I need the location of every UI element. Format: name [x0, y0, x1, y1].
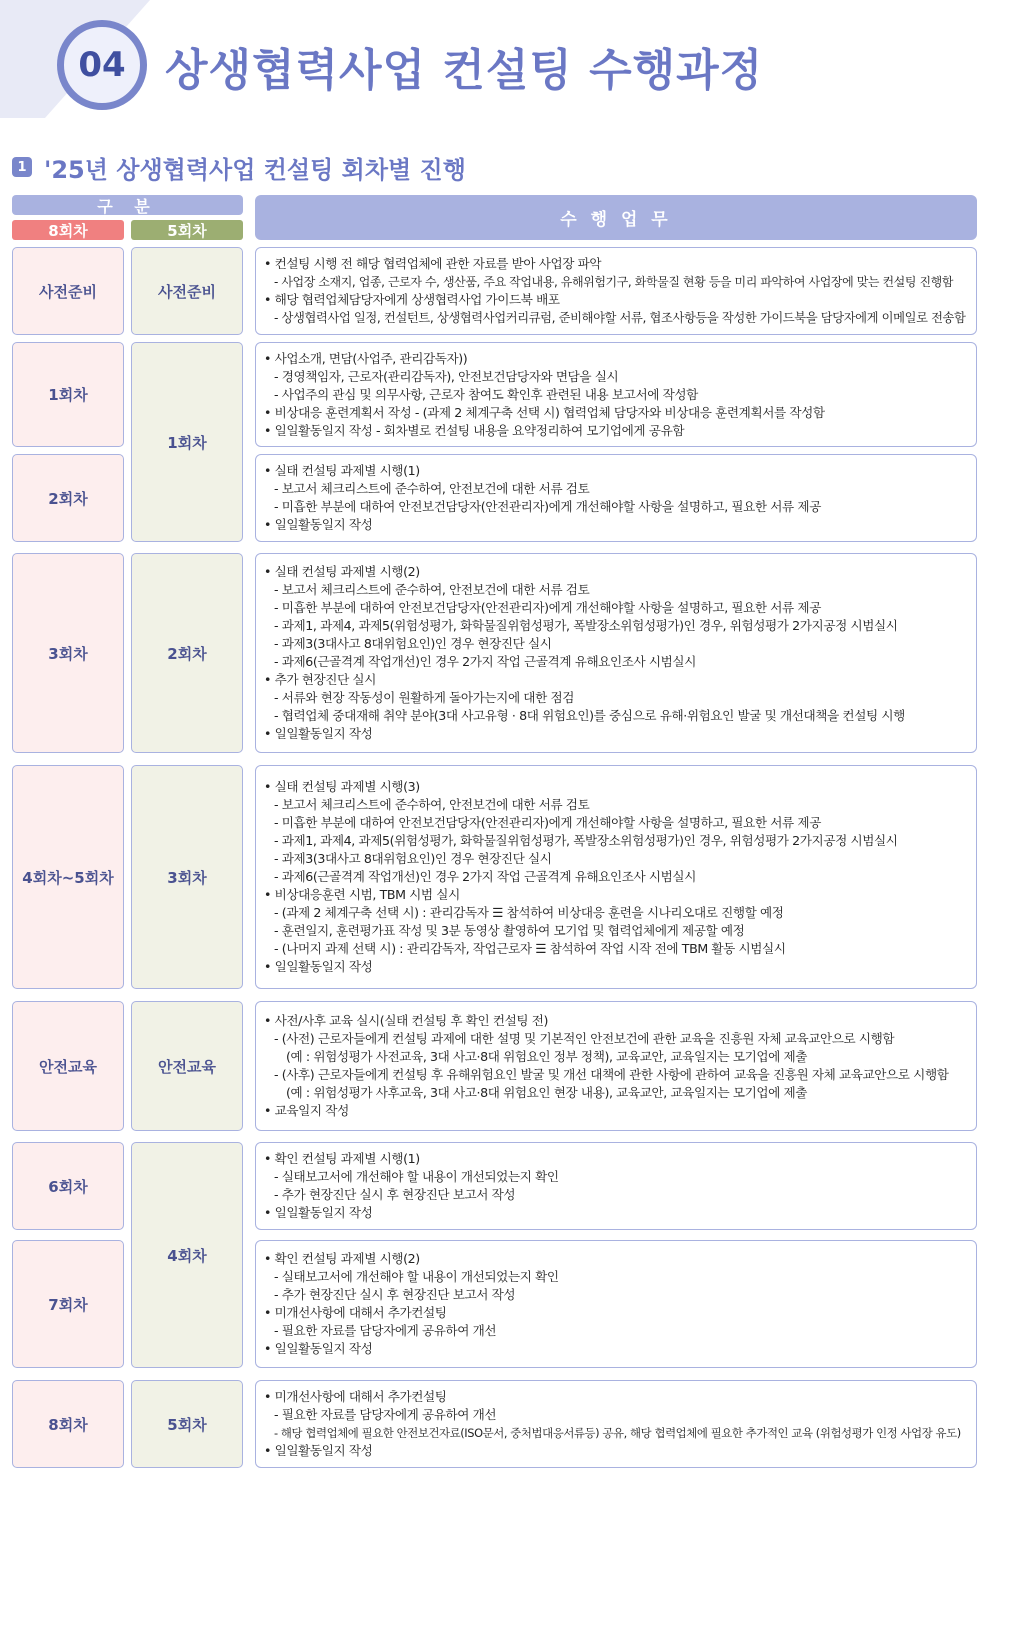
- task-bullet-item: • 일일활동일지 작성: [264, 517, 373, 532]
- task-box-round4-5: [255, 765, 977, 989]
- task-bullet-item: • 확인 컨설팅 과제별 시행(2): [264, 1251, 420, 1266]
- task-sub-item: - 과제1, 과제4, 과제5(위험성평가, 화학물질위험성평가, 폭발장소위험성평가)인 경우, 위험성평가 2가지공정 시범실시: [274, 618, 898, 633]
- task-sub-item: - 실태보고서에 개선해야 할 내용이 개선되었는지 확인: [274, 1169, 559, 1184]
- task-sub-item: - 필요한 자료를 담당자에게 공유하여 개선: [274, 1407, 497, 1422]
- task-sub-item: - 사업주의 관심 및 의무사항, 근로자 참여도 확인후 관련된 내용 보고서에 작성함: [274, 386, 698, 402]
- header-5-sessions: 5회차: [131, 220, 243, 240]
- task-bullet-item: • 일일활동일지 작성: [264, 1205, 373, 1220]
- task-box-round7: [255, 1240, 977, 1368]
- task-sub-item: - 미흡한 부분에 대하여 안전보건담당자(안전관리자)에게 개선해야할 사항을 설명하고, 필요한 서류 제공: [274, 815, 821, 830]
- task-box-round3: [255, 553, 977, 753]
- cell-8-round8: 8회차: [12, 1380, 124, 1468]
- cell-5-round5: 5회차: [131, 1380, 243, 1468]
- task-sub-item: - 서류와 현장 작동성이 원활하게 돌아가는지에 대한 점검: [274, 690, 574, 705]
- task-sub-item: - 추가 현장진단 실시 후 현장진단 보고서 작성: [274, 1287, 516, 1302]
- task-sub-item: - 추가 현장진단 실시 후 현장진단 보고서 작성: [274, 1187, 516, 1202]
- task-bullet-item: • 비상대응 훈련계획서 작성 - (과제 2 체계구축 선택 시) 협력업체 담당자와 비상대응 훈련계획서를 작성함: [264, 404, 825, 420]
- task-bullet-item: • 사업소개, 면담(사업주, 관리감독자)): [264, 350, 468, 366]
- task-sub-item: - 과제1, 과제4, 과제5(위험성평가, 화학물질위험성평가, 폭발장소위험성평가)인 경우, 위험성평가 2가지공정 시범실시: [274, 833, 898, 848]
- cell-5-round1: 1회차: [131, 342, 243, 542]
- task-sub-item: - 과제6(근골격계 작업개선)인 경우 2가지 작업 근골격계 유해요인조사 시범실시: [274, 654, 696, 669]
- cell-5-round4: 4회차: [131, 1142, 243, 1368]
- cell-8-round6: 6회차: [12, 1142, 124, 1230]
- header-8-sessions: 8회차: [12, 220, 124, 240]
- page-title: 상생협력사업 컨설팅 수행과정: [165, 45, 764, 96]
- task-sub-item: (예 : 위험성평가 사후교육, 3대 사고·8대 위험요인 현장 내용), 교육교안, 교육일지는 모기업에 제출: [286, 1085, 808, 1100]
- task-bullet-item: • 확인 컨설팅 과제별 시행(1): [264, 1151, 420, 1166]
- task-sub-item: - (사전) 근로자들에게 컨설팅 과제에 대한 설명 및 기본적인 안전보건에 관한 교육을 진흥원 자체 교육교안으로 시행함: [274, 1031, 895, 1046]
- header-gubun: 구 분: [12, 195, 243, 215]
- task-sub-item: - 과제3(3대사고 8대위험요인)인 경우 현장진단 실시: [274, 851, 552, 866]
- task-sub-item: - 사업장 소재지, 업종, 근로자 수, 생산품, 주요 작업내용, 유해위험기구, 화학물질 현황 등을 미리 파악하여 사업장에 맞는 컨설팅 진행함: [274, 275, 954, 289]
- task-bullet-item: • 추가 현장진단 실시: [264, 672, 376, 687]
- task-bullet-item: • 일일활동일지 작성 - 회차별로 컨설팅 내용을 요약정리하여 모기업에게 공유함: [264, 422, 685, 438]
- task-sub-item: - 보고서 체크리스트에 준수하여, 안전보건에 대한 서류 검토: [274, 582, 590, 597]
- task-sub-item: - 보고서 체크리스트에 준수하여, 안전보건에 대한 서류 검토: [274, 797, 590, 812]
- task-sub-item: - 미흡한 부분에 대하여 안전보건담당자(안전관리자)에게 개선해야할 사항을 설명하고, 필요한 서류 제공: [274, 600, 821, 615]
- task-bullet-item: • 비상대응훈련 시범, TBM 시범 실시: [264, 887, 460, 902]
- task-box-prep: [255, 247, 977, 335]
- task-box-round2: [255, 454, 977, 542]
- subsection-badge: 1: [12, 157, 32, 177]
- task-sub-item: - 과제6(근골격계 작업개선)인 경우 2가지 작업 근골격계 유해요인조사 시범실시: [274, 869, 696, 884]
- header-tasks: 수 행 업 무: [255, 195, 977, 240]
- task-sub-item: - 보고서 체크리스트에 준수하여, 안전보건에 대한 서류 검토: [274, 481, 590, 496]
- task-box-round6: [255, 1142, 977, 1230]
- task-bullet-item: • 미개선사항에 대해서 추가컨설팅: [264, 1305, 447, 1320]
- subsection-title: '25년 상생협력사업 컨설팅 회차별 진행: [44, 156, 466, 184]
- cell-5-round2: 2회차: [131, 553, 243, 753]
- task-bullet-item: • 실태 컨설팅 과제별 시행(1): [264, 463, 420, 478]
- section-number: 04: [78, 45, 126, 85]
- task-sub-item: - 필요한 자료를 담당자에게 공유하여 개선: [274, 1323, 497, 1338]
- cell-8-round3: 3회차: [12, 553, 124, 753]
- task-sub-item: - 과제3(3대사고 8대위험요인)인 경우 현장진단 실시: [274, 636, 552, 651]
- task-sub-item: - 훈련일지, 훈련평가표 작성 및 3분 동영상 촬영하여 모기업 및 협력업체에게 제공할 예정: [274, 923, 745, 938]
- task-sub-item: - (과제 2 체계구축 선택 시) : 관리감독자 ☰ 참석하여 비상대응 훈련을 시나리오대로 진행할 예정: [274, 905, 784, 920]
- task-sub-item: - 실태보고서에 개선해야 할 내용이 개선되었는지 확인: [274, 1269, 559, 1284]
- task-bullet-item: • 실태 컨설팅 과제별 시행(2): [264, 564, 420, 579]
- task-bullet-item: • 교육일지 작성: [264, 1103, 349, 1118]
- task-box-round1: [255, 342, 977, 447]
- cell-8-round7: 7회차: [12, 1240, 124, 1368]
- task-box-round8: [255, 1380, 977, 1468]
- section-number-badge: [57, 20, 147, 110]
- cell-8-round1: 1회차: [12, 342, 124, 447]
- cell-8-round4-5: 4회차~5회차: [12, 765, 124, 989]
- task-bullet-item: • 해당 협력업체담당자에게 상생협력사업 가이드북 배포: [264, 292, 560, 307]
- cell-8-prep: 사전준비: [12, 247, 124, 335]
- cell-8-round2: 2회차: [12, 454, 124, 542]
- task-bullet-item: • 컨설팅 시행 전 해당 협력업체에 관한 자료를 받아 사업장 파악: [264, 256, 602, 271]
- task-sub-item: - (사후) 근로자들에게 컨설팅 후 유해위험요인 발굴 및 개선 대책에 관한 사항에 관하여 교육을 진흥원 자체 교육교안으로 시행함: [274, 1067, 949, 1082]
- task-bullet-item: • 사전/사후 교육 실시(실태 컨설팅 후 확인 컨설팅 전): [264, 1013, 549, 1028]
- cell-5-round3: 3회차: [131, 765, 243, 989]
- task-sub-item: - 상생협력사업 일정, 컨설턴트, 상생협력사업커리큐럼, 준비해야할 서류, 협조사항등을 작성한 가이드북을 담당자에게 이메일로 전송함: [274, 311, 966, 325]
- task-sub-item: - 경영책임자, 근로자(관리감독자), 안전보건담당자와 면담을 실시: [274, 368, 619, 384]
- task-box-safety-edu: [255, 1001, 977, 1131]
- cell-5-safety-edu: 안전교육: [131, 1001, 243, 1131]
- task-bullet-item: • 실태 컨설팅 과제별 시행(3): [264, 779, 420, 794]
- task-bullet-item: • 일일활동일지 작성: [264, 1443, 373, 1458]
- task-sub-item: - (나머지 과제 선택 시) : 관리감독자, 작업근로자 ☰ 참석하여 작업 시작 전에 TBM 활동 시범실시: [274, 941, 786, 956]
- task-bullet-item: • 일일활동일지 작성: [264, 959, 373, 974]
- task-sub-item: (예 : 위험성평가 사전교육, 3대 사고·8대 위험요인 정부 정책), 교육교안, 교육일지는 모기업에 제출: [286, 1049, 808, 1064]
- task-sub-item: - 해당 협력업체에 필요한 안전보건자료(ISO문서, 중처법대응서류등) 공유, 해당 협력업체에 필요한 추가적인 교육 (위험성평가 인정 사업장 유도): [274, 1426, 961, 1440]
- task-sub-item: - 미흡한 부분에 대하여 안전보건담당자(안전관리자)에게 개선해야할 사항을 설명하고, 필요한 서류 제공: [274, 499, 821, 514]
- task-bullet-item: • 미개선사항에 대해서 추가컨설팅: [264, 1389, 447, 1404]
- task-sub-item: - 협력업체 중대재해 취약 분야(3대 사고유형 · 8대 위험요인)를 중심으로 유해·위험요인 발굴 및 개선대책을 컨설팅 시행: [274, 708, 905, 723]
- task-bullet-item: • 일일활동일지 작성: [264, 726, 373, 741]
- task-bullet-item: • 일일활동일지 작성: [264, 1341, 373, 1356]
- cell-5-prep: 사전준비: [131, 247, 243, 335]
- cell-8-safety-edu: 안전교육: [12, 1001, 124, 1131]
